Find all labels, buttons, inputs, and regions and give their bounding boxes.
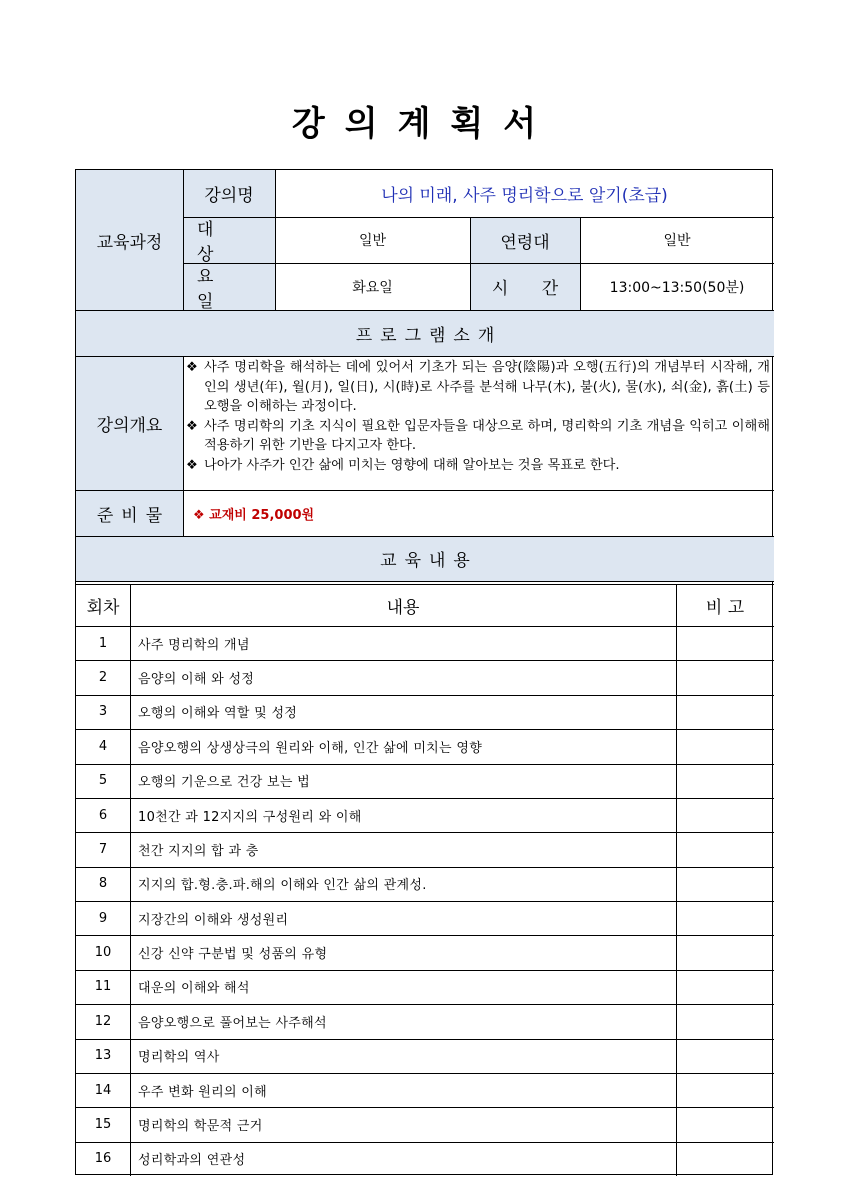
session-number: 5 [98, 773, 108, 789]
session-number: 2 [98, 670, 108, 686]
session-number: 13 [94, 1048, 112, 1064]
overview-item: ❖ 사주 명리학을 해석하는 데에 있어서 기초가 되는 음양(陰陽)과 오행(五行)의 개념부터 시작해, 개인의 생년(年), 월(月), 일(日), 시(時)로 사주를 분석해 나무(木), 불(火), 물(水), 쇠(金), 흙(土) 등 오행을 이해하는 과정이다. [186, 360, 770, 414]
lecture-plan-table [75, 169, 773, 1175]
session-col-header: 회차 [86, 597, 120, 618]
overview-text [186, 358, 770, 488]
session-note [676, 935, 774, 969]
session-content: 10천간 과 12지지의 구성원리 와 이해 [138, 809, 362, 825]
content-header: 교육내용 [380, 551, 478, 571]
age-value: 일반 [663, 233, 691, 249]
target-label: 대 상 [197, 220, 228, 263]
session-note [676, 626, 774, 660]
session-number: 1 [98, 635, 108, 651]
session-number: 7 [98, 841, 108, 857]
session-number: 14 [94, 1082, 112, 1098]
session-content: 명리학의 학문적 근거 [138, 1118, 263, 1134]
bullet-icon: ❖ [186, 360, 198, 375]
overview-label: 강의개요 [96, 415, 163, 436]
section-label: 교육과정 [96, 232, 163, 253]
session-content: 사주 명리학의 개념 [138, 637, 250, 653]
session-content: 명리학의 역사 [138, 1050, 220, 1066]
time-value: 13:00~13:50(50분) [609, 279, 745, 296]
session-number: 10 [94, 945, 112, 961]
session-content: 음양의 이해 와 성정 [138, 672, 255, 688]
session-content: 지지의 합.형.충.파.해의 이해와 인간 삶의 관계성. [138, 878, 427, 894]
session-note [676, 729, 774, 763]
session-number: 4 [98, 738, 108, 754]
time-label: 시 간 [491, 279, 573, 299]
session-note [676, 1039, 774, 1073]
day-label: 요 일 [197, 266, 228, 310]
course-name-label: 강의명 [204, 186, 254, 206]
bullet-icon: ❖ [186, 418, 198, 434]
session-content: 오행의 이해와 역할 및 성정 [138, 706, 298, 722]
session-note [676, 970, 774, 1004]
session-note [676, 798, 774, 832]
overview-item: ❖ 사주 명리학의 기초 지식이 필요한 입문자들을 대상으로 하며, 명리학의 기초 개념을 익히고 이해해 적용하기 위한 기반을 다지고자 한다. [186, 418, 770, 453]
session-number: 3 [98, 704, 108, 720]
bullet-icon: ❖ [186, 457, 198, 473]
session-content: 천간 지지의 합 과 충 [138, 843, 259, 859]
program-header: 프로그램소개 [355, 325, 503, 346]
session-number: 11 [94, 979, 112, 995]
session-note [676, 1142, 774, 1176]
session-content: 신강 신약 구분법 및 성품의 유형 [138, 947, 328, 963]
session-number: 8 [98, 876, 108, 892]
prep-value: ❖ 교재비 25,000원 [193, 507, 315, 523]
session-note [676, 764, 774, 798]
session-content: 성리학과의 연관성 [138, 1153, 246, 1169]
session-note [676, 1107, 774, 1141]
session-number: 6 [98, 807, 108, 823]
session-number: 16 [94, 1151, 112, 1167]
session-content: 우주 변화 원리의 이해 [138, 1084, 268, 1100]
session-note [676, 867, 774, 901]
session-note [676, 695, 774, 729]
day-value: 화요일 [352, 279, 393, 296]
session-note [676, 901, 774, 935]
session-content: 오행의 기운으로 건강 보는 법 [138, 775, 311, 791]
session-note [676, 1073, 774, 1107]
document-title: 강의계획서 [291, 104, 557, 144]
session-content: 지장간의 이해와 생성원리 [138, 912, 289, 928]
session-number: 9 [98, 910, 108, 926]
content-col-header: 내용 [386, 597, 420, 618]
target-value: 일반 [358, 233, 387, 249]
session-note [676, 1004, 774, 1038]
course-name: 나의 미래, 사주 명리학으로 알기(초급) [381, 186, 668, 206]
session-note [676, 660, 774, 694]
session-content: 음양오행의 상생상극의 원리와 이해, 인간 삶에 미치는 영향 [138, 740, 483, 756]
session-number: 12 [94, 1013, 112, 1029]
note-col-header: 비 고 [705, 597, 745, 618]
session-content: 음양오행으로 풀어보는 사주해석 [138, 1015, 327, 1031]
session-note [676, 832, 774, 866]
session-content: 대운의 이해와 해석 [138, 981, 250, 997]
session-number: 15 [94, 1116, 112, 1132]
prep-label: 준비물 [96, 505, 171, 526]
age-label: 연령대 [500, 232, 550, 253]
overview-item: ❖ 나아가 사주가 인간 삶에 미치는 영향에 대해 알아보는 것을 목표로 한다. [186, 456, 770, 476]
